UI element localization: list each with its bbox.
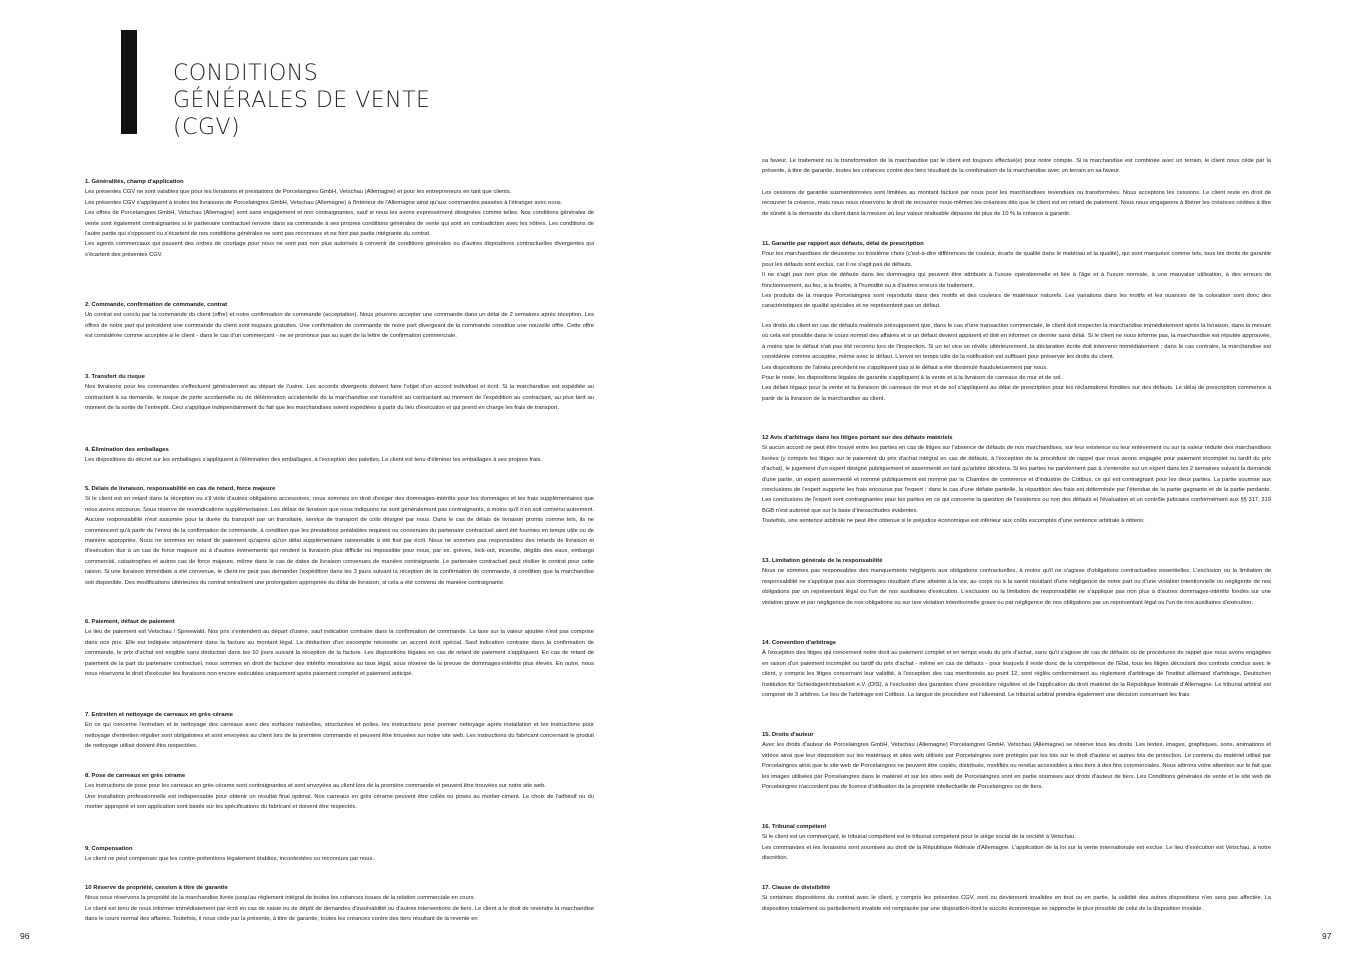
section-paragraph: sa faveur. Le traitement ou la transformation de la marchandise par le client est toujours effectué(e) pour notre compte. Si la marchandise est combinée avec un terrain, le client nous cède par la présente, à titre de garantie, toutes les créances contre des tiers résultant de la combinaison de la marchandise avec un terrain en sa faveur. xyxy=(762,158,1271,175)
section-paragraph: Pour les marchandises de deuxième ou troisième choix (c'est-à-dire différences de couleur, écarts de qualité dans le matériau et la qualité), qui sont marquées comme tels, tous les droits de garantie pour les défauts sont exclus, car il ne s'agit pas de défauts. xyxy=(762,251,1271,268)
section-heading: 5. Délais de livraison, responsabilité en cas de retard, force majeure xyxy=(85,486,276,492)
section-paragraph: Toutefois, une sentence arbitrale ne peut être obtenue si le préjudice économique est inférieur aux coûts escomptés d'une sentence arbitrale à obtenir. xyxy=(762,518,1145,525)
terms-section xyxy=(85,771,594,813)
title-line: GÉNÉRALES DE VENTE xyxy=(173,88,431,113)
section-paragraph: Avec les droits d'auteur de Porcelaingres GmbH, Vetschau (Allemagne) Porcelaingres GmbH, Vetschau (Allemagne) se réserve tous les droits. Les textes, images, graphiques, sons, animations et vidéos ainsi que leur disposition sur les matériaux et sites web utilisés par Porcelaingres sont protégés par les lois sur le droit d'auteur et autres lois de protection. Le contenu du matériel utilisé par Porcelaingres ainsi que le site web de Porcelaingres ne peuvent être copiés, distribués, modifiés ou rendus accessibles à des tiers à des fins commerciales. Nous attirons votre attention sur le fait que les images utilisées par Porcelaingres dans le matériel et sur les sites web de Porcelaingres sont en partie soumises aux droits d'auteur de tiers. Les Conditions générales de vente et le site web de Porcelaingres n'accordent pas de licence d'utilisation de la propriété intellectuelle de Porcelaingres ou de tiers. xyxy=(762,742,1271,791)
section-paragraph: Les instructions de pose pour les carreaux en grès cérame sont contraignantes et sont envoyées au client lors de la première commande et peuvent être trouvées sur notre site web. xyxy=(85,783,546,790)
terms-section xyxy=(762,433,1271,527)
section-paragraph: Les présentes CGV ne sont valables que pour les livraisons et prestations de Porcelaingres GmbH, Vetschau (Allemagne) et pour les entrepreneurs en tant que clients. xyxy=(85,189,512,196)
section-paragraph: Il ne s'agit pas non plus de défauts dans les dommages qui peuvent être attribués à l'usure opérationnelle et liée à l'âge et à l'usure normale, à une mauvaise utilisation, à des erreurs de fonctionnement, au feu, à la foudre, à l'humidité ou à d'autres erreurs de traitement. xyxy=(762,272,1271,289)
terms-section xyxy=(762,638,1271,700)
terms-section xyxy=(85,710,594,752)
section-heading: 2. Commande, confirmation de commande, contrat xyxy=(85,302,228,308)
page-title xyxy=(173,60,430,141)
section-heading: 9. Compensation xyxy=(85,846,133,852)
terms-section xyxy=(85,445,594,466)
section-paragraph: Les commandes et les livraisons sont soumises au droit de la République fédérale d'Allemagne. L'application de la loi sur la vente internationale est exclue. Le lieu d'exécution est Vetschau, à notre discrétion. xyxy=(762,844,1271,862)
section-heading: 4. Élimination des emballages xyxy=(85,447,169,453)
section-heading: 3. Transfert du risque xyxy=(85,374,145,380)
section-heading: 13. Limitation générale de la responsabilité xyxy=(762,558,883,564)
terms-section xyxy=(85,844,594,865)
section-paragraph: Les dispositions du décret sur les emballages s'appliquent à l'élimination des emballages, à l'exception des palettes. Le client est tenu d'éliminer les emballages à ses propres frais. xyxy=(85,457,542,464)
section-paragraph: Les délais légaux pour la vente et la livraison de carreaux de mur et de sol s'appliquent au délai de prescription pour les réclamations fondées sur des défauts. Le délai de prescription commence à partir de la livraison de la marchandise au client. xyxy=(762,385,1271,402)
section-heading: 15. Droits d'auteur xyxy=(762,732,814,738)
section-heading: 14. Convention d'arbitrage xyxy=(762,640,837,646)
terms-section xyxy=(762,239,1271,312)
title-line: (CGV) xyxy=(173,115,241,140)
section-paragraph: Le client ne peut compenser que les contre-prétentions légalement établies, incontestées ou reconnues par nous. xyxy=(85,856,374,863)
terms-section-continuation xyxy=(762,188,1271,219)
section-paragraph: Nous ne sommes pas responsables des manquements négligents aux obligations contractuelles, à moins qu'il ne s'agisse d'obligations contractuelles essentielles. L'exclusion ou la limitation de responsabilité ne s'applique pas aux dommages résultant d'une atteinte à la vie, au corps ou à la santé résultant d'une négligence de notre part ou d'une violation intentionnelle ou négligente de nos obligations par un représentant légal ou l'un de nos auxiliaires d'exécution. L'exclusion ou la limitation de responsabilité ne s'applique pas non plus à d'autres dommages-intérêts fondés sur une violation grave et par négligence de nos obligations ou sur une violation intentionnelle grave ou par négligence de nos obligations par un représentant légal ou l'un de nos auxiliaires d'exécution. xyxy=(762,568,1271,606)
terms-section xyxy=(762,822,1271,864)
terms-section xyxy=(762,883,1271,914)
section-paragraph: Les présentes CGV s'appliquent à toutes les livraisons de Porcelaingres GmbH, Vetschau (Allemagne) à l'intérieur de l'Allemagne ainsi qu'aux commandes passées à l'étranger avec nous. xyxy=(85,199,563,206)
terms-section xyxy=(85,372,594,414)
section-paragraph: Nos livraisons pour les commandes s'effectuent généralement au départ de l'usine. Les accords divergents doivent faire l'objet d'un accord individuel et écrit. Si la marchandise est expédiée au contractant à sa demande, le risque de perte accidentelle ou de détérioration accidentelle de la marchandise est transféré au contractant au moment de l'expédition au contractant, au plus tard au moment de la sortie de l'entrepôt. Ceci s'applique indépendamment du fait que les marchandises soient expédiées à partir du lieu d'exécution et qui prend en charge les frais de transport. xyxy=(85,384,594,412)
section-paragraph: Nous nous réservons la propriété de la marchandise livrée jusqu'au règlement intégral de toutes les créances issues de la relation commerciale en cours. xyxy=(85,895,476,902)
section-heading: 10 Réserve de propriété, cession à titre de garantie xyxy=(85,885,228,891)
terms-section xyxy=(85,300,594,342)
section-heading: 7. Entretien et nettoyage de carreaux en grès cérame xyxy=(85,712,233,718)
section-paragraph: Si aucun accord ne peut être trouvé entre les parties en cas de litiges sur l'absence de défauts de nos marchandises, sur leur existence ou leur enlèvement ou sur la valeur réduite des marchandises livrées (y compris les litiges sur le paiement du prix d'achat intégral en cas de défauts, à l'exception de la procédure de rappel que nous avons engagée pour paiement incomplet ou tardif du prix d'achat), le jugement d'un expert désigné publiquement et assermenté en tant qu'arbitre décidera. Si les parties ne parviennent pas à s'entendre sur un expert dans les 2 semaines suivant la demande d'une partie, un expert assermenté et nommé publiquement est nommé par la Chambre de commerce et d'industrie de Cottbus, ce qui est contraignant pour les deux parties. La partie soumise aux conclusions de l'expert supporte les frais encourus par l'expert ; dans le cas d'une défaite partielle, la répartition des frais est déterminée par l'étendue de la partie gagnante et de la partie perdante. Les conclusions de l'expert sont contraignantes pour les parties en ce qui concerne la question de l'existence ou non des défauts et l'évaluation et un contrôle judiciaire conformément aux §§ 317, 319 BGB n'est autorisé que sur la base d'inexactitudes évidentes. xyxy=(762,445,1271,514)
section-paragraph: Le lieu de paiement est Vetschau / Spreewald. Nos prix s'entendent au départ d'usine, sauf indication contraire dans la confirmation de commande. La taxe sur la valeur ajoutée n'est pas comprise dans nos prix. Elle est indiquée séparément dans la facture au montant légal. La déduction d'un escompte nécessite un accord écrit spécial. Sauf indication contraire dans la confirmation de commande, le prix d'achat est exigible sans déduction dans les 10 jours suivant la réception de la facture. Les dispositions légales en cas de retard de paiement s'appliquent. En cas de retard de paiement de la part du partenaire contractuel, nous sommes en droit de facturer des intérêts moratoires au taux légal, sous réserve de la preuve de dommages-intérêts plus élevés. En outre, nous nous réservons le droit d'exécuter les livraisons non encore exécutées uniquement après paiement complet et paiement anticipé. xyxy=(85,629,594,678)
section-heading: 8. Pose de carreaux en grès cérame xyxy=(85,773,186,779)
page-number-right: 97 xyxy=(1322,931,1332,941)
section-heading: 6. Paiement, défaut de paiement xyxy=(85,619,175,625)
page-number-left: 96 xyxy=(20,931,30,941)
terms-section xyxy=(85,484,594,588)
title-line: CONDITIONS xyxy=(173,61,319,86)
terms-section xyxy=(762,556,1271,608)
section-paragraph: Les cessions de garantie susmentionnées sont limitées au montant facturé par nous pour les marchandises revendues ou transformées. Nous acceptons les cessions. Le client reste en droit de recouvrer la créance, mais nous nous réservons le droit de recouvrer nous-mêmes les créances dès que le client est en retard de paiement. Nous nous engageons à libérer les créances cédées à titre de sûreté à la demande du client dans la mesure où leur valeur réalisable dépasse de plus de 10 % la créance à garantir. xyxy=(762,190,1271,217)
section-heading: 16. Tribunal compétent xyxy=(762,824,827,830)
terms-section-continuation xyxy=(762,156,1271,177)
section-paragraph: Les dispositions de l'alinéa précédent ne s'appliquent pas si le défaut a été dissimulé frauduleusement par nous. xyxy=(762,364,1048,371)
section-paragraph: Pour le reste, les dispositions légales de garantie s'appliquent à la vente et à la livraison de carreaux de mur et de sol. xyxy=(762,375,1062,382)
terms-section xyxy=(762,730,1271,792)
section-paragraph: Les offres de Porcelaingres GmbH, Vetschau (Allemagne) sont sans engagement et non contraignantes, sauf si nous les avons expressément désignées comme telles. Nos conditions générales de vente sont également contraignantes si le partenaire contractuel renvoie dans sa commande à ses propres conditions générales de vente qui sont en contradiction avec les nôtres. Les conditions de l'autre partie qui s'opposent ou s'écartent de nos conditions générales ne sont pas reconnues et ne font pas partie intégrante du contrat. xyxy=(85,210,594,238)
section-paragraph: À l'exception des litiges qui concernent notre droit au paiement complet et en temps voulu du prix d'achat, sans qu'il s'agisse de cas de défauts ou de procédures de rappel que nous avons engagées en raison d'un paiement incomplet ou tardif du prix d'achat - même en cas de défauts - pour lesquels il reste donc de la compétence de l'État, tous les litiges découlant des contrats conclus avec le client, y compris les litiges concernant leur validité, à l'exception des cas mentionnés au point 12, sont réglés conformément au règlement d'arbitrage de l'institut allemand d'arbitrage, Deutschen Institution für Schiedsgerichtsbarkeit e.V. (DIS), à l'exclusion des garanties d'une procédure régulière et de l'application du droit matériel de la République fédérale d'Allemagne. Le tribunal arbitral est composé de 3 arbitres. Le lieu de l'arbitrage est Cottbus. La langue de procédure est l'allemand. Le tribunal arbitral prendra également une décision concernant les frais. xyxy=(762,650,1271,699)
section-paragraph: Un contrat est conclu par la commande du client (offre) et notre confirmation de commande (acceptation). Nous pouvons accepter une commande dans un délai de 2 semaines après réception. Les offres de notre part qui précèdent une commande du client sont toujours gratuites. Une confirmation de commande de notre part divergeant de la commande constitue une nouvelle offre. Cette offre est considérée comme acceptée si le client - dans le cas d'un commerçant - ne se prononce pas au sujet de la lettre de confirmation commerciale. xyxy=(85,312,594,340)
section-heading: 1. Généralités, champ d'application xyxy=(85,179,184,185)
section-paragraph: Le client est tenu de nous informer immédiatement par écrit en cas de saisie ou de dépôt de demandes d'insolvabilité ou d'autres interventions de tiers. Le client a le droit de revendre la marchandise dans le cours normal des affaires. Toutefois, il nous cède par la présente, à titre de garantie, toutes les créances contre des tiers résultant de la revente en xyxy=(85,905,594,923)
section-paragraph: Si certaines dispositions du contrat avec le client, y compris les présentes CGV, sont ou deviennent invalides en tout ou en partie, la validité des autres dispositions n'en sera pas affectée. La disposition totalement ou partiellement invalide est remplacée par une disposition dont le succès économique se rapproche le plus possible de celui de la disposition invalide. xyxy=(762,895,1271,912)
section-paragraph: Les produits de la marque Porcelaingres sont reproduits dans des motifs et des couleurs de matériaux naturels. Les variations dans les motifs et les nuances de la coloration sont donc des caractéristiques de qualité spéciales et ne représentent pas un défaut. xyxy=(762,293,1271,310)
section-heading: 11. Garantie par rapport aux défauts, délai de prescription xyxy=(762,241,924,247)
section-paragraph: Une installation professionnelle est indispensable pour obtenir un résultat final optimal. Nos carreaux en grès cérame peuvent être collés ou posés au mortier-ciment. Le choix de l'adhésif ou du mortier approprié et son application sont basés sur les spécifications du fabricant et doivent être respectés. xyxy=(85,793,594,811)
section-paragraph: Si le client est un commerçant, le tribunal compétent est le tribunal compétent pour le siège social de la société à Vetschau. xyxy=(762,834,1076,841)
terms-section xyxy=(85,177,594,260)
section-paragraph: Les agents commerciaux qui passent des ordres de courtage pour nous ne sont pas non plus autorisés à convenir de conditions générales ou d'autres dispositions contractuelles divergentes qui s'écartent des présentes CGV. xyxy=(85,241,594,258)
section-heading: 17. Clause de divisibilité xyxy=(762,885,831,891)
section-paragraph: Si le client est en retard dans la réception ou s'il viole d'autres obligations accessoires, nous sommes en droit d'exiger des dommages-intérêts pour les dommages et les frais supplémentaires que nous avons encourus. Sous réserve de revendications supplémentaires. Les délais de livraison que nous indiquons ne sont généralement pas contraignants, à moins qu'il n'en soit convenu autrement. Aucune responsabilité n'est assumée pour la durée du transport par un transitaire, service de transport de colis désigné par nous. Dans le cas de délais de livraison promis comme tels, ils ne commencent qu'à partir de l'envoi de la confirmation de commande, à condition que les prestations préalables requises ou convenues du partenaire contractuel aient été fournies en temps utile ou de manière appropriée. Nous ne sommes en retard de paiement qu'après qu'un délai supplémentaire raisonnable a été fixé par écrit. Nous ne sommes pas responsables des retards de livraison et d'exécution dus à un cas de force majeure ou à d'autres événements qui rendent la livraison plus difficile ou impossible pour nous, par ex. grèves, lock-out, incendie, dégâts des eaux, embargo commercial, catastrophes et autres cas de force majeure, même dans le cas de dates de livraison convenues de manière contraignante. Le partenaire contractuel peut résilier le contrat pour cette raison. Si une livraison immédiate a été convenue, le client ne peut pas demander l'expédition dans les 3 jours suivant la réception de la confirmation de commande, à condition que la marchandise soit disponible. Des modifications ultérieures du contrat entraînent une prolongation appropriée du délai de livraison, si cela a été convenu de manière contraignante. xyxy=(85,496,594,586)
title-accent-bar xyxy=(121,30,137,134)
section-paragraph: Les droits du client en cas de défauts matériels présupposent que, dans le cas d'une transaction commerciale, le client doit inspecter la marchandise immédiatement après la livraison, dans la mesure où cela est possible dans le cours normal des affaires et si un défaut devient apparent et doit en informer ce dernier sans délai. Si le client ne nous informe pas, la marchandise est réputée approuvée, à moins que le défaut n'ait pas été reconnu lors de l'inspection. Si un tel vice se révèle ultérieurement, la déclaration écrite doit intervenir immédiatement ; dans le cas contraire, la marchandise est considérée comme acceptée, même avec le défaut. L'envoi en temps utile de la notification est suffisant pour préserver les droits du client. xyxy=(762,323,1271,361)
terms-section-continuation xyxy=(762,321,1271,404)
section-heading: 12 Avis d'arbitrage dans les litiges portant sur des défauts matériels xyxy=(762,435,953,441)
terms-section xyxy=(85,617,594,679)
section-paragraph: En ce qui concerne l'entretien et le nettoyage des carreaux avec des surfaces naturelles, structurées et polies, les instructions pour premier nettoyage après installation et les instructions pour nettoyage d'entretien régulier sont obligatoires et sont envoyées au client lors de la première commande et peuvent être trouvées sur notre site web. Les instructions du fabricant concernant le produit de nettoyage utilisé doivent être respectées. xyxy=(85,722,594,750)
terms-section xyxy=(85,883,594,925)
